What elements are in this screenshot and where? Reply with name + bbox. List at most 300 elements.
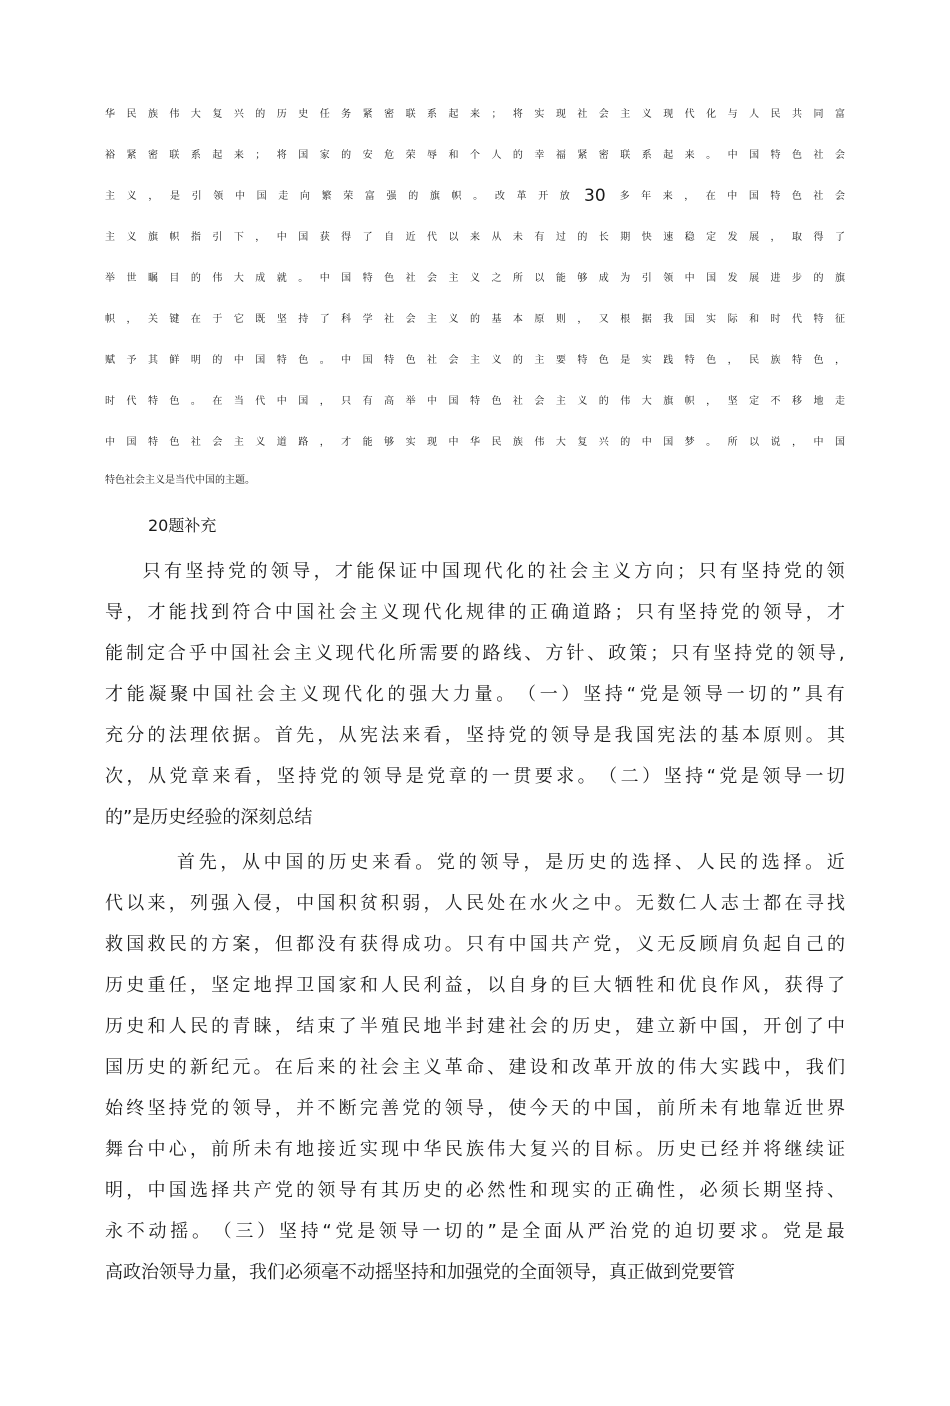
glyph: 民	[718, 852, 737, 873]
glyph: 据	[641, 314, 652, 325]
glyph: 原	[534, 314, 545, 325]
glyph: 一	[805, 766, 824, 787]
glyph: 会	[212, 437, 223, 448]
glyph: ，	[313, 561, 332, 582]
glyph: 现	[663, 109, 674, 120]
glyph: 的	[211, 1098, 230, 1119]
glyph: 证	[826, 1139, 845, 1160]
glyph: ，	[189, 975, 208, 996]
glyph: 能	[555, 273, 566, 284]
glyph: ，	[784, 1057, 803, 1078]
glyph: 主	[427, 314, 438, 325]
glyph: 国	[298, 150, 309, 161]
paragraph-1-line	[105, 551, 845, 592]
glyph: 经	[720, 1139, 739, 1160]
glyph: 务	[341, 109, 352, 120]
glyph: 之	[572, 893, 591, 914]
glyph: 色	[598, 355, 609, 366]
glyph: 已	[699, 1139, 718, 1160]
glyph: 赋	[105, 355, 115, 366]
glyph: 党	[783, 561, 802, 582]
glyph: 长	[598, 232, 609, 243]
glyph: 未	[512, 232, 523, 243]
glyph: （	[599, 766, 618, 787]
glyph: 举	[105, 273, 115, 284]
glyph: 紧	[126, 150, 137, 161]
top-line-10: 特色社会主义是当代中国的主题。	[105, 475, 255, 486]
glyph: 中	[276, 232, 287, 243]
glyph: 前	[657, 1098, 676, 1119]
glyph: 立	[657, 1016, 676, 1037]
glyph: 正	[529, 602, 548, 623]
glyph: 紧	[362, 109, 373, 120]
glyph: 持	[685, 766, 704, 787]
glyph: 只	[465, 934, 484, 955]
glyph: 高	[384, 396, 395, 407]
glyph: 都	[763, 893, 782, 914]
glyph: 福	[555, 150, 566, 161]
glyph: 领	[663, 273, 674, 284]
glyph: 国	[614, 1098, 633, 1119]
glyph: 才	[105, 684, 123, 705]
glyph: 自	[384, 232, 395, 243]
glyph: 历	[328, 852, 347, 873]
glyph: 共	[792, 109, 802, 120]
glyph: 要	[717, 1221, 736, 1242]
glyph: 永	[105, 1221, 123, 1242]
glyph: 义	[491, 355, 502, 366]
glyph: 的	[657, 1057, 676, 1078]
glyph: 键	[169, 314, 180, 325]
glyph: 中	[274, 602, 293, 623]
glyph: 领	[317, 1180, 336, 1201]
glyph: 社	[251, 643, 270, 664]
glyph: 史	[423, 1180, 442, 1201]
glyph: 积	[338, 893, 357, 914]
glyph: 中	[319, 273, 330, 284]
glyph: 联	[405, 109, 416, 120]
glyph: 有	[692, 643, 711, 664]
glyph: 步	[792, 273, 802, 284]
glyph: 了	[834, 232, 845, 243]
glyph: 社	[577, 109, 588, 120]
glyph: 中	[296, 893, 315, 914]
glyph: 导	[704, 684, 723, 705]
glyph: 人	[168, 1016, 187, 1037]
glyph: 引	[191, 191, 202, 202]
glyph: 导	[572, 725, 591, 746]
paragraph-2-line	[105, 1006, 845, 1047]
glyph: 实	[534, 109, 545, 120]
glyph: 有	[720, 1098, 739, 1119]
glyph: 又	[598, 314, 609, 325]
glyph: 社	[512, 396, 523, 407]
glyph: 历	[105, 975, 123, 996]
glyph: 帜	[451, 191, 462, 202]
glyph: 弱	[402, 893, 421, 914]
glyph: 领	[826, 561, 845, 582]
glyph: 求	[556, 766, 575, 787]
glyph: 巨	[572, 975, 591, 996]
glyph: 任	[168, 975, 187, 996]
glyph: 长	[742, 1180, 761, 1201]
glyph: 年	[641, 191, 652, 202]
glyph: 。	[319, 355, 330, 366]
glyph: 开	[763, 1016, 782, 1037]
glyph: 束	[317, 1016, 336, 1037]
glyph: 不	[770, 396, 781, 407]
glyph: 处	[487, 893, 506, 914]
glyph: 伟	[212, 273, 223, 284]
glyph: 来	[147, 893, 166, 914]
glyph: 的	[572, 1098, 591, 1119]
glyph: ，	[805, 602, 824, 623]
glyph: 在	[508, 893, 527, 914]
glyph: 会	[427, 273, 438, 284]
glyph: 。	[298, 273, 309, 284]
glyph: 代	[484, 561, 503, 582]
glyph: 宪	[657, 725, 676, 746]
glyph: 兴	[550, 1139, 569, 1160]
glyph: 根	[620, 314, 631, 325]
glyph: 。	[706, 150, 717, 161]
glyph: ，	[423, 893, 442, 914]
glyph: 中	[263, 852, 282, 873]
glyph: 史	[126, 975, 145, 996]
glyph: 良	[699, 975, 718, 996]
glyph: 义	[635, 934, 654, 955]
glyph: 不	[317, 1098, 336, 1119]
glyph: 国	[635, 725, 654, 746]
glyph: 在	[190, 314, 201, 325]
glyph: 断	[338, 1098, 357, 1119]
glyph: （	[517, 684, 536, 705]
glyph: 国	[529, 934, 548, 955]
glyph: 国	[298, 396, 309, 407]
glyph: 瞩	[147, 273, 158, 284]
glyph: 确	[550, 602, 569, 623]
glyph: 了	[338, 1016, 357, 1037]
glyph: 的	[249, 561, 268, 582]
glyph: ，	[274, 1016, 293, 1037]
glyph: 救	[147, 934, 166, 955]
glyph: 一	[539, 684, 558, 705]
glyph: 获	[359, 934, 378, 955]
glyph: 重	[147, 975, 166, 996]
glyph: 导	[292, 561, 311, 582]
glyph: ；	[676, 561, 695, 582]
glyph: 持	[762, 561, 781, 582]
glyph: 领	[213, 191, 224, 202]
glyph: 。	[253, 725, 272, 746]
glyph: 无	[657, 934, 676, 955]
glyph: 。	[706, 437, 717, 448]
glyph: 的	[465, 1221, 484, 1242]
glyph: 征	[834, 314, 845, 325]
glyph: 够	[384, 437, 395, 448]
glyph: 中	[234, 191, 245, 202]
glyph: 代	[255, 396, 266, 407]
glyph: 量	[474, 684, 493, 705]
glyph: 本	[742, 725, 761, 746]
glyph: 色	[792, 150, 802, 161]
glyph: 中	[448, 437, 459, 448]
glyph: 色	[706, 355, 717, 366]
glyph: 建	[487, 1016, 506, 1037]
glyph: 法	[678, 725, 697, 746]
glyph: 繁	[321, 191, 332, 202]
glyph: 民	[749, 355, 760, 366]
glyph: 史	[593, 1016, 612, 1037]
glyph: 予	[126, 355, 137, 366]
glyph: 裕	[105, 150, 115, 161]
glyph: 代	[684, 109, 695, 120]
glyph: 是	[357, 1221, 376, 1242]
glyph: 历	[572, 1016, 591, 1037]
glyph: 党	[755, 643, 774, 664]
glyph: 中	[209, 643, 228, 664]
glyph: 领	[480, 852, 499, 873]
glyph: 稳	[684, 232, 695, 243]
glyph: 。	[191, 1221, 210, 1242]
glyph: ，	[487, 1098, 506, 1119]
glyph: 伟	[534, 437, 545, 448]
glyph: 义	[126, 232, 137, 243]
glyph: “	[322, 1221, 332, 1242]
glyph: 三	[235, 1221, 254, 1242]
glyph: 持	[298, 314, 309, 325]
paragraph-1-line	[105, 715, 845, 756]
glyph: 色	[169, 437, 180, 448]
glyph: 党	[639, 684, 658, 705]
glyph: 然	[487, 1180, 506, 1201]
glyph: 是	[804, 1221, 823, 1242]
glyph: 青	[232, 1016, 251, 1037]
glyph: 化	[444, 602, 463, 623]
glyph: 得	[805, 975, 824, 996]
glyph: 主	[402, 1057, 421, 1078]
glyph: 中	[147, 1180, 166, 1201]
top-line-3	[105, 176, 845, 217]
glyph: 实	[405, 437, 416, 448]
glyph: 利	[423, 975, 442, 996]
glyph: 。	[805, 852, 824, 873]
glyph: 捍	[274, 975, 293, 996]
glyph: 则	[784, 725, 803, 746]
glyph: 于	[212, 314, 223, 325]
glyph: 明	[105, 1180, 123, 1201]
glyph: 火	[550, 893, 569, 914]
glyph: 中	[727, 150, 738, 161]
glyph: ，	[317, 725, 336, 746]
glyph: 有	[362, 396, 373, 407]
glyph: 政	[608, 643, 627, 664]
glyph: ，	[189, 1139, 208, 1160]
glyph: 国	[255, 355, 266, 366]
paragraph-2-line	[105, 883, 845, 924]
glyph: ，	[274, 893, 293, 914]
glyph: ，	[444, 725, 463, 746]
glyph: 华	[469, 437, 480, 448]
glyph: 的	[341, 150, 352, 161]
glyph: ，	[255, 232, 266, 243]
glyph: 只	[142, 561, 161, 582]
glyph: 的	[699, 725, 718, 746]
glyph: 功	[423, 934, 442, 955]
glyph: 华	[423, 1139, 442, 1160]
glyph: 明	[190, 355, 201, 366]
glyph: 党	[319, 766, 338, 787]
glyph: 的	[190, 273, 201, 284]
glyph: 地	[296, 1139, 315, 1160]
glyph: 主	[469, 355, 480, 366]
glyph: 色	[384, 273, 395, 284]
glyph: 党	[402, 1098, 421, 1119]
glyph: 择	[211, 1180, 230, 1201]
glyph: 只	[671, 643, 690, 664]
glyph: ）	[561, 684, 580, 705]
glyph: 发	[727, 273, 738, 284]
glyph: 坚	[276, 314, 287, 325]
glyph: （	[213, 1221, 232, 1242]
glyph: 心	[168, 1139, 187, 1160]
glyph: 史	[350, 852, 369, 873]
glyph: 动	[148, 1221, 167, 1242]
glyph: 历	[276, 109, 287, 120]
glyph: 。	[635, 1139, 654, 1160]
glyph: 力	[452, 684, 471, 705]
glyph: 社	[813, 191, 824, 202]
glyph: 国	[706, 273, 717, 284]
glyph: 。	[577, 766, 596, 787]
glyph: 的	[444, 1180, 463, 1201]
glyph: 肩	[720, 934, 739, 955]
glyph: 国	[720, 1016, 739, 1037]
glyph: 基	[491, 314, 502, 325]
glyph: 代	[356, 643, 375, 664]
glyph: 现	[322, 684, 341, 705]
glyph: 一	[422, 1221, 441, 1242]
glyph: 速	[663, 232, 674, 243]
glyph: ，	[834, 355, 845, 366]
glyph: 次	[105, 766, 123, 787]
glyph: 界	[826, 1098, 845, 1119]
glyph: 的	[189, 934, 208, 955]
glyph: 一	[726, 684, 745, 705]
glyph: 国	[230, 643, 249, 664]
glyph: 。	[761, 1221, 780, 1242]
glyph: 有	[274, 1139, 293, 1160]
glyph: 国	[749, 150, 760, 161]
glyph: 与	[727, 109, 738, 120]
paragraph-1-line	[105, 592, 845, 633]
glyph: 向	[655, 561, 674, 582]
glyph: ，	[523, 852, 542, 873]
glyph: 义	[469, 273, 480, 284]
glyph: 中	[593, 1098, 612, 1119]
glyph: 的	[255, 109, 266, 120]
glyph: 数	[657, 893, 676, 914]
glyph: 社	[427, 355, 438, 366]
glyph: 际	[727, 314, 738, 325]
glyph: 凝	[148, 684, 167, 705]
glyph: 党	[631, 1221, 650, 1242]
glyph: 以	[534, 273, 545, 284]
glyph: 领	[270, 561, 289, 582]
glyph: 来	[684, 150, 695, 161]
glyph: 主	[293, 643, 312, 664]
glyph: 联	[169, 150, 180, 161]
glyph: 史	[126, 1016, 145, 1037]
glyph: 能	[126, 684, 145, 705]
glyph: 义	[314, 643, 333, 664]
glyph: 成	[402, 934, 421, 955]
glyph: 国	[341, 273, 352, 284]
paragraph-1-line	[105, 756, 845, 797]
glyph: 合	[167, 643, 186, 664]
glyph: 会	[570, 561, 589, 582]
glyph: 路	[298, 437, 309, 448]
glyph: 和	[657, 975, 676, 996]
glyph: 导	[384, 766, 403, 787]
glyph: 复	[577, 437, 588, 448]
glyph: 导	[783, 766, 802, 787]
glyph: 续	[805, 1139, 824, 1160]
glyph: 完	[359, 1098, 378, 1119]
glyph: 持	[604, 684, 623, 705]
top-line-3-part-a	[105, 176, 570, 217]
glyph: ，	[706, 396, 717, 407]
glyph: 贫	[359, 893, 378, 914]
glyph: 先	[198, 852, 217, 873]
glyph: 求	[739, 1221, 758, 1242]
glyph: 我	[663, 314, 674, 325]
glyph: 特	[276, 355, 287, 366]
glyph: 地	[253, 975, 272, 996]
glyph: 后	[296, 1057, 315, 1078]
glyph: ”	[791, 684, 802, 705]
glyph: 们	[826, 1057, 845, 1078]
glyph: 水	[529, 893, 548, 914]
glyph: ，	[635, 1098, 654, 1119]
glyph: 坚	[784, 1180, 803, 1201]
glyph: 地	[742, 1098, 761, 1119]
glyph: 中	[684, 273, 695, 284]
glyph: 放	[635, 1057, 654, 1078]
glyph: 主	[591, 561, 610, 582]
glyph: 国	[663, 437, 674, 448]
glyph: 中	[105, 437, 115, 448]
glyph: 是	[593, 725, 612, 746]
glyph: 原	[763, 725, 782, 746]
glyph: 并	[742, 1139, 761, 1160]
glyph: 看	[423, 725, 442, 746]
top-line-3-part-b	[620, 176, 845, 217]
glyph: 定	[749, 396, 760, 407]
glyph: 义	[423, 1057, 442, 1078]
glyph: 理	[189, 725, 208, 746]
glyph: 坚	[278, 1221, 297, 1242]
glyph: ，	[614, 934, 633, 955]
glyph: ，	[678, 1180, 697, 1201]
glyph: 贯	[513, 766, 532, 787]
glyph: 、	[587, 643, 606, 664]
glyph: 强	[211, 893, 230, 914]
glyph: 够	[577, 273, 588, 284]
glyph: 代	[423, 602, 442, 623]
glyph: 侵	[253, 893, 272, 914]
glyph: 中	[727, 191, 738, 202]
